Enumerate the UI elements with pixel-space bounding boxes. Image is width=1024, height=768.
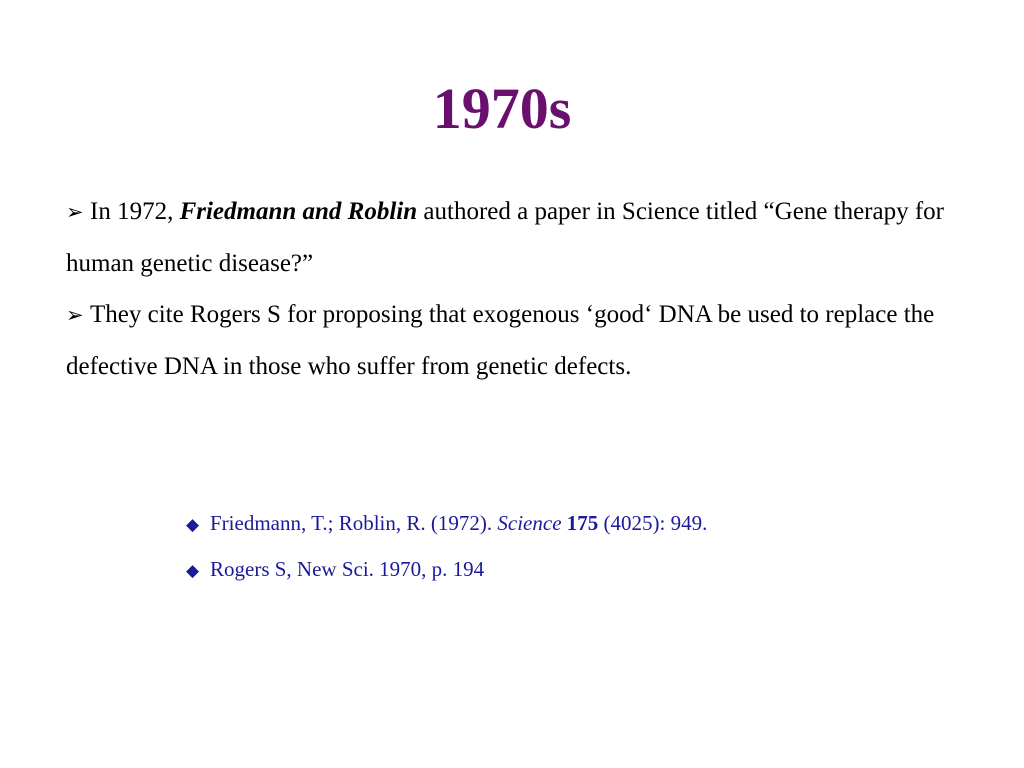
reference-2-text: Rogers S, New Sci. 1970, p. 194 <box>210 557 485 581</box>
arrow-bullet-icon: ➢ <box>66 303 84 327</box>
bullet-1-lead: In 1972, <box>90 198 180 225</box>
reference-2 <box>186 547 886 593</box>
reference-1-journal: Science <box>497 511 562 535</box>
bullet-1-authors: Friedmann and Roblin <box>179 198 418 225</box>
bullet-2 <box>66 289 966 392</box>
slide-title: 1970s <box>432 76 572 141</box>
diamond-bullet-icon: ◆ <box>186 515 200 534</box>
slide-body <box>66 186 966 392</box>
arrow-bullet-icon: ➢ <box>66 200 84 224</box>
reference-1-rest: (4025): 949. <box>598 511 708 535</box>
bullet-1-rest: authored a paper in Science titled “Gene therapy for human genetic disease?” <box>66 198 944 277</box>
reference-1 <box>186 501 886 547</box>
bullet-2-text: They cite Rogers S for proposing that exogenous ‘good‘ DNA be used to replace the defective DNA in those who suffer from genetic defects. <box>66 301 935 380</box>
references <box>186 501 886 593</box>
reference-1-volume: 175 <box>566 511 599 535</box>
diamond-bullet-icon: ◆ <box>186 561 200 580</box>
bullet-1 <box>66 186 966 289</box>
reference-1-authors: Friedmann, T.; Roblin, R. (1972). <box>210 511 498 535</box>
